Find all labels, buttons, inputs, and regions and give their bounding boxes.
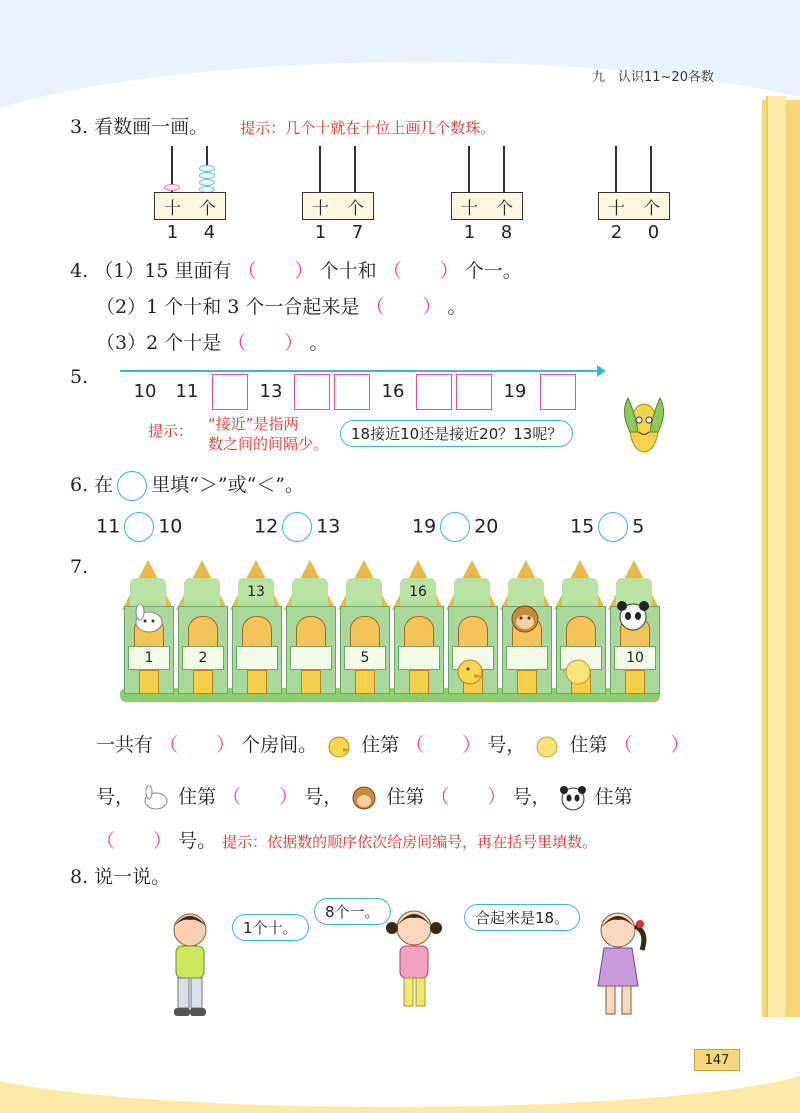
abacus-base: [154, 192, 226, 220]
nl-number: 19: [503, 380, 527, 402]
girl-figure-icon: [582, 906, 656, 1024]
tens-digit: 1: [166, 222, 179, 243]
q5-speech-bubble: 18接近10还是接近20？13呢？: [340, 420, 573, 447]
q4-line-3: [96, 328, 328, 355]
bottom-curve: [0, 1017, 800, 1107]
speech-bubble-2: 8个一。: [314, 898, 391, 925]
q7-s2c: 号，: [304, 786, 343, 808]
q7-s1c: 住第: [361, 734, 400, 756]
q7-s2b: 住第: [178, 786, 217, 808]
speech-bubble-3: 合起来是18。: [464, 904, 580, 931]
ones-label: 个: [496, 198, 513, 219]
q4-p2b: 。: [447, 296, 467, 318]
page-edge-band-inner: [766, 96, 786, 1113]
monkey-icon: [350, 785, 378, 811]
q5-hint-text: [208, 414, 328, 454]
ones-digit: 4: [203, 222, 216, 243]
compare-pair: 12 13: [254, 512, 340, 542]
answer-blank[interactable]: （ ）: [430, 786, 507, 808]
panda-icon: [616, 600, 650, 632]
q4-p3a: （3）2 个十是: [96, 332, 222, 354]
q5-hint-line2: 数之间的间隔少。: [208, 435, 329, 453]
compare-pair: 15 5: [570, 512, 644, 542]
q7-sentence-3: [96, 826, 597, 853]
nl-blank-box[interactable]: [456, 374, 492, 410]
chick-icon: [562, 656, 594, 686]
abacus-number: [598, 222, 672, 243]
q7-s3a: 号。: [178, 830, 217, 852]
house-blank[interactable]: [506, 646, 548, 670]
ones-label: 个: [347, 198, 364, 219]
nl-number: 11: [175, 380, 199, 402]
house-blank[interactable]: [398, 646, 440, 670]
q7-label: 7.: [70, 556, 89, 578]
tens-digit: 2: [610, 222, 623, 243]
q6-label-b: 里填“＞”或“＜”。: [151, 474, 305, 496]
ones-label: 个: [643, 198, 660, 219]
abacus-base: [302, 192, 374, 220]
tens-digit: 1: [314, 222, 327, 243]
answer-blank[interactable]: （ ）: [405, 734, 482, 756]
house-top-number: 16: [409, 584, 427, 600]
corn-mascot-icon: [614, 392, 672, 456]
q7-hint: 提示：依据数的顺序依次给房间编号，再在括号里填数。: [222, 833, 598, 851]
nl-number: 10: [133, 380, 157, 402]
answer-blank[interactable]: （ ）: [613, 734, 690, 756]
q7-s1e: 住第: [569, 734, 608, 756]
bead: [164, 184, 180, 191]
compare-pair: 19 20: [412, 512, 498, 542]
tens-rod: [319, 146, 321, 192]
answer-blank[interactable]: （ ）: [382, 260, 459, 282]
house-blank[interactable]: [290, 646, 332, 670]
house-top-number: 13: [247, 584, 265, 600]
q4-p3b: 。: [309, 332, 329, 354]
number-line: [120, 370, 600, 372]
q7-s2f: 住第: [594, 786, 633, 808]
nl-number: 13: [259, 380, 283, 402]
q5-hint-title: 提示：: [148, 422, 194, 440]
compare-circle[interactable]: [282, 512, 312, 542]
house: [390, 560, 446, 700]
abacus-4[interactable]: [598, 146, 672, 243]
q4-line-1: [70, 256, 522, 283]
q7-s1a: 一共有: [96, 734, 154, 756]
compare-circle[interactable]: [598, 512, 628, 542]
ones-rod: [503, 146, 505, 192]
bead: [199, 172, 215, 179]
house-blank[interactable]: [236, 646, 278, 670]
abacus-number: [302, 222, 376, 243]
tens-label: 十: [461, 198, 478, 219]
house-number: 5: [344, 646, 386, 670]
compare-circle-sample: [117, 471, 147, 501]
nl-blank-box[interactable]: [540, 374, 576, 410]
nl-blank-box[interactable]: [416, 374, 452, 410]
bead: [199, 165, 215, 172]
chick-icon: [533, 733, 561, 759]
house: [336, 560, 392, 700]
q6-label-a: 6. 在: [70, 474, 114, 496]
ones-rod: [354, 146, 356, 192]
tens-rod: [615, 146, 617, 192]
q4-p1a: （1）15 里面有: [94, 260, 232, 282]
q4-p2a: （2）1 个十和 3 个一合起来是: [96, 296, 360, 318]
house-row: [120, 560, 660, 710]
rabbit-icon: [132, 604, 166, 634]
q7-s2d: 住第: [386, 786, 425, 808]
q4-label: 4.: [70, 260, 89, 282]
q3-title: [70, 112, 495, 139]
tens-label: 十: [608, 198, 625, 219]
tens-rod: [468, 146, 470, 192]
boy-figure-icon: [160, 908, 224, 1020]
answer-blank[interactable]: （ ）: [222, 786, 299, 808]
q7-sentence-1: [96, 730, 690, 759]
chapter-title: 九 认识11~20各数: [592, 70, 714, 85]
answer-blank[interactable]: （ ）: [365, 296, 442, 318]
bead: [199, 179, 215, 186]
answer-blank[interactable]: （ ）: [237, 260, 314, 282]
abacus-3[interactable]: [451, 146, 525, 243]
q7-s2a: 号，: [96, 786, 135, 808]
duckling-icon: [325, 733, 353, 759]
q7-s1b: 个房间。: [241, 734, 318, 756]
ones-digit: 7: [351, 222, 364, 243]
nl-number: 16: [381, 380, 405, 402]
abacus-base: [598, 192, 670, 220]
speech-bubble-1: 1个十。: [232, 914, 309, 941]
q7-s2e: 号，: [512, 786, 551, 808]
house: [174, 560, 230, 700]
ones-digit: 8: [500, 222, 513, 243]
q4-p1c: 个一。: [464, 260, 522, 282]
tens-label: 十: [164, 198, 181, 219]
duckling-icon: [454, 656, 486, 686]
answer-blank[interactable]: （ ）: [227, 332, 304, 354]
abacus-2[interactable]: [302, 146, 376, 243]
q5-label: 5.: [70, 366, 89, 388]
abacus-1[interactable]: [154, 146, 228, 243]
house-number: 2: [182, 646, 224, 670]
nl-blank-box[interactable]: [294, 374, 330, 410]
house: [228, 560, 284, 700]
answer-blank[interactable]: （ ）: [159, 734, 236, 756]
abacus-number: [154, 222, 228, 243]
header-curve: [0, 62, 800, 262]
abacus-base: [451, 192, 523, 220]
panda-icon: [559, 785, 587, 811]
compare-pair: 11 10: [96, 512, 182, 542]
house-number: 1: [128, 646, 170, 670]
answer-blank[interactable]: （ ）: [96, 830, 173, 852]
house: [282, 560, 338, 700]
ones-digit: 0: [647, 222, 660, 243]
q4-p1b: 个十和: [319, 260, 377, 282]
abacus-number: [451, 222, 525, 243]
girl-figure-icon: [380, 904, 450, 1016]
page-number: 147: [694, 1049, 740, 1071]
q3-hint: 提示：几个十就在十位上画几个数珠。: [240, 119, 496, 137]
monkey-icon: [508, 604, 542, 634]
q3-label: 3. 看数画一画。: [70, 116, 209, 138]
compare-circle[interactable]: [124, 512, 154, 542]
compare-circle[interactable]: [440, 512, 470, 542]
house-number: 10: [614, 646, 656, 670]
tens-label: 十: [312, 198, 329, 219]
q8-label: 8. 说一说。: [70, 866, 171, 888]
q7-s1d: 号，: [487, 734, 526, 756]
q6-title: [70, 470, 304, 501]
q5-hint-line1: “接近”是指两: [208, 415, 299, 433]
rabbit-icon: [142, 785, 170, 811]
ones-rod: [650, 146, 652, 192]
q7-sentence-2: [96, 782, 633, 811]
tens-digit: 1: [463, 222, 476, 243]
ones-label: 个: [199, 198, 216, 219]
nl-blank-box[interactable]: [334, 374, 370, 410]
q4-line-2: [96, 292, 467, 319]
nl-blank-box[interactable]: [212, 374, 248, 410]
